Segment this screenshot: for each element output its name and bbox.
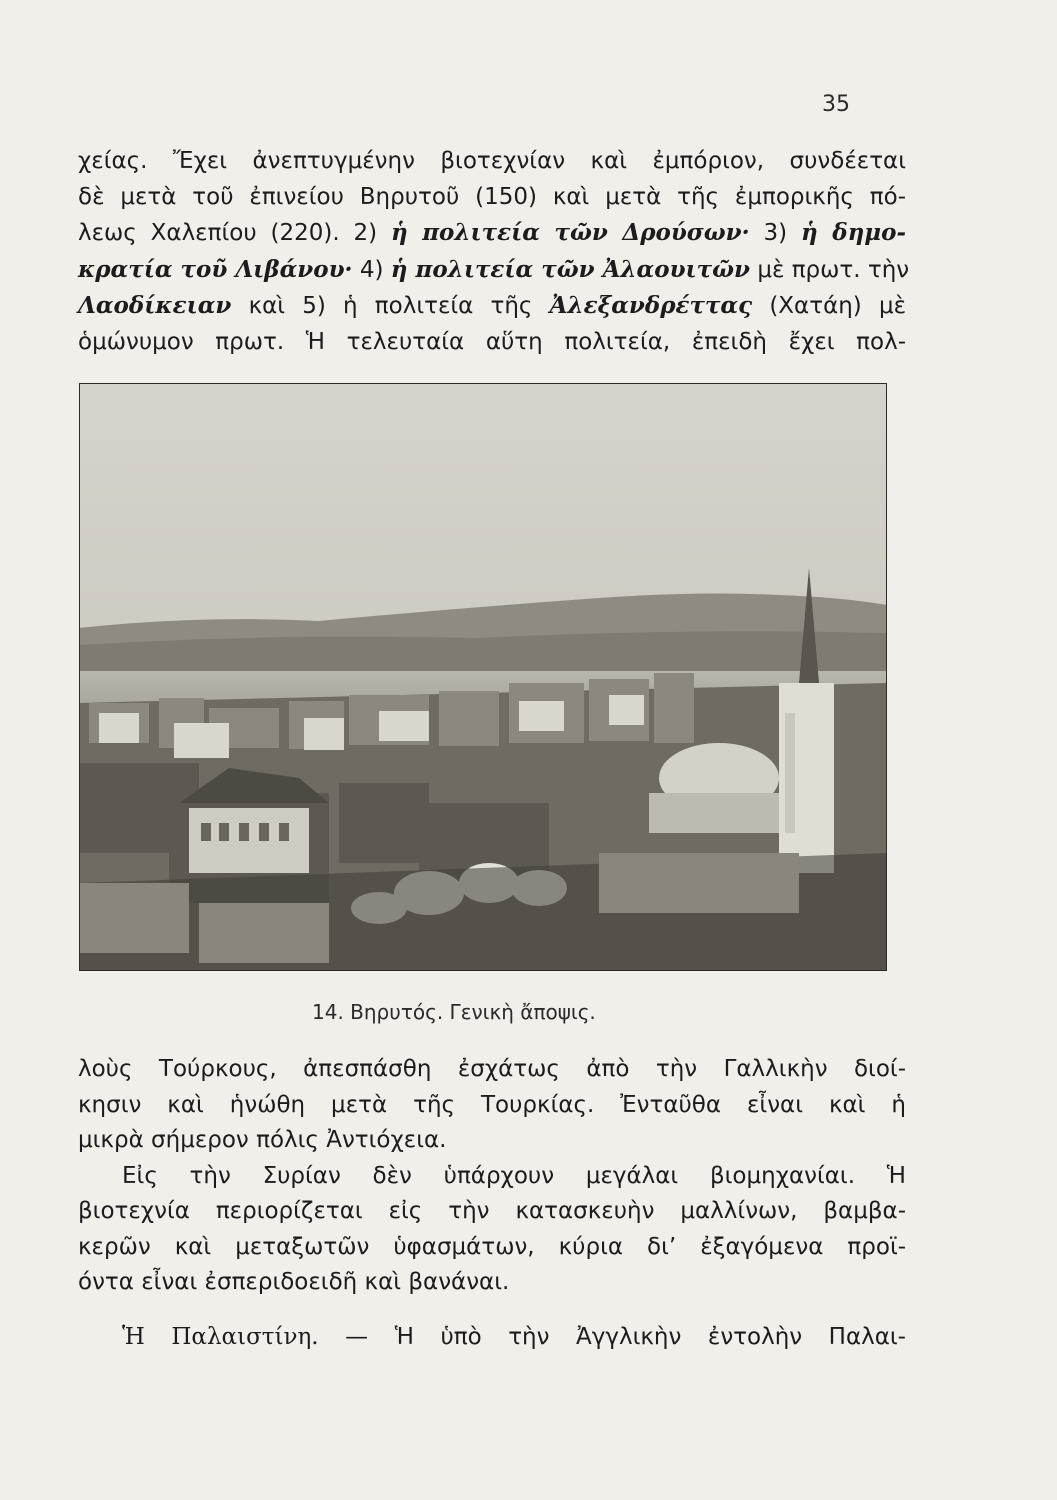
emphasized-text: ἡ πολιτεία τῶν Ἀλαουιτῶν: [390, 255, 751, 283]
section-heading-line: [122, 1320, 906, 1355]
text-line: [78, 288, 906, 325]
beirut-panorama-photo: [79, 383, 887, 971]
text-span: 3): [763, 220, 788, 246]
emphasized-text: κρατία τοῦ Λιβάνου·: [78, 255, 353, 283]
photo-illustration: [79, 383, 887, 971]
emphasized-text: Ἀλεξανδρέττας: [549, 292, 753, 319]
text-span: μὲ πρωτ. τὴν: [757, 256, 910, 283]
text-line: ὁμώνυμον πρωτ. Ἡ τελευταία αὕτη πολιτεία, ἐπειδὴ ἔχει πολ-: [78, 328, 906, 355]
mosque-base: [649, 793, 799, 833]
text-line: κερῶν καὶ μεταξωτῶν ὑφασμάτων, κύρια δι’ ἐξαγόμενα προϊ-: [78, 1233, 906, 1260]
text-line: βιοτεχνία περιορίζεται εἰς τὴν κατασκευὴν μαλλίνων, βαμβα-: [78, 1198, 906, 1224]
text-line: λοὺς Τούρκους, ἀπεσπάσθη ἐσχάτως ἀπὸ τὴν Γαλλικὴν διοί-: [78, 1056, 906, 1082]
text-span: (Χατάη) μὲ: [769, 293, 907, 319]
text-line: χείας. Ἔχει ἀνεπτυγμένην βιοτεχνίαν καὶ ἐμπόριον, συνδέεται: [78, 148, 906, 174]
emphasized-text: ἡ πολιτεία τῶν Δρούσων·: [390, 219, 750, 246]
emphasized-text: Λαοδίκειαν: [78, 292, 232, 319]
text-line: [78, 252, 910, 289]
text-span: λεως Χαλεπίου (220). 2): [78, 220, 378, 246]
text-line: δὲ μετὰ τοῦ ἐπινείου Βηρυτοῦ (150) καὶ μετὰ τῆς ἐμπορικῆς πό-: [78, 183, 906, 210]
text-line: [78, 215, 906, 252]
top-paragraph: [78, 144, 910, 360]
text-line: Εἰς τὴν Συρίαν δὲν ὑπάρχουν μεγάλαι βιομηχανίαι. Ἡ: [122, 1162, 906, 1189]
figure-caption: 14. Βηρυτός. Γενικὴ ἄποψις.: [312, 1000, 596, 1024]
section-dash: —: [345, 1324, 369, 1350]
text-line: κησιν καὶ ἡνώθη μετὰ τῆς Τουρκίας. Ἐνταῦθα εἶναι καὶ ἡ: [78, 1091, 906, 1118]
emphasized-text: ἡ δημο-: [800, 219, 907, 246]
section-text: Ἡ ὑπὸ τὴν Ἀγγλικὴν ἐντολὴν Παλαι-: [394, 1324, 906, 1350]
text-span: καὶ 5) ἡ πολιτεία τῆς: [248, 293, 533, 319]
text-line: μικρὰ σήμερον πόλις Ἀντιόχεια.: [78, 1127, 447, 1153]
page-number: 35: [822, 92, 850, 117]
text-span: 4): [359, 256, 384, 283]
bottom-paragraph: [78, 1052, 906, 1301]
section-title: Ἡ Παλαιστίνη.: [122, 1324, 319, 1350]
minaret-shadow: [785, 713, 795, 833]
text-line: όντα εἶναι ἐσπεριδοειδῆ καὶ βανάναι.: [78, 1269, 510, 1295]
